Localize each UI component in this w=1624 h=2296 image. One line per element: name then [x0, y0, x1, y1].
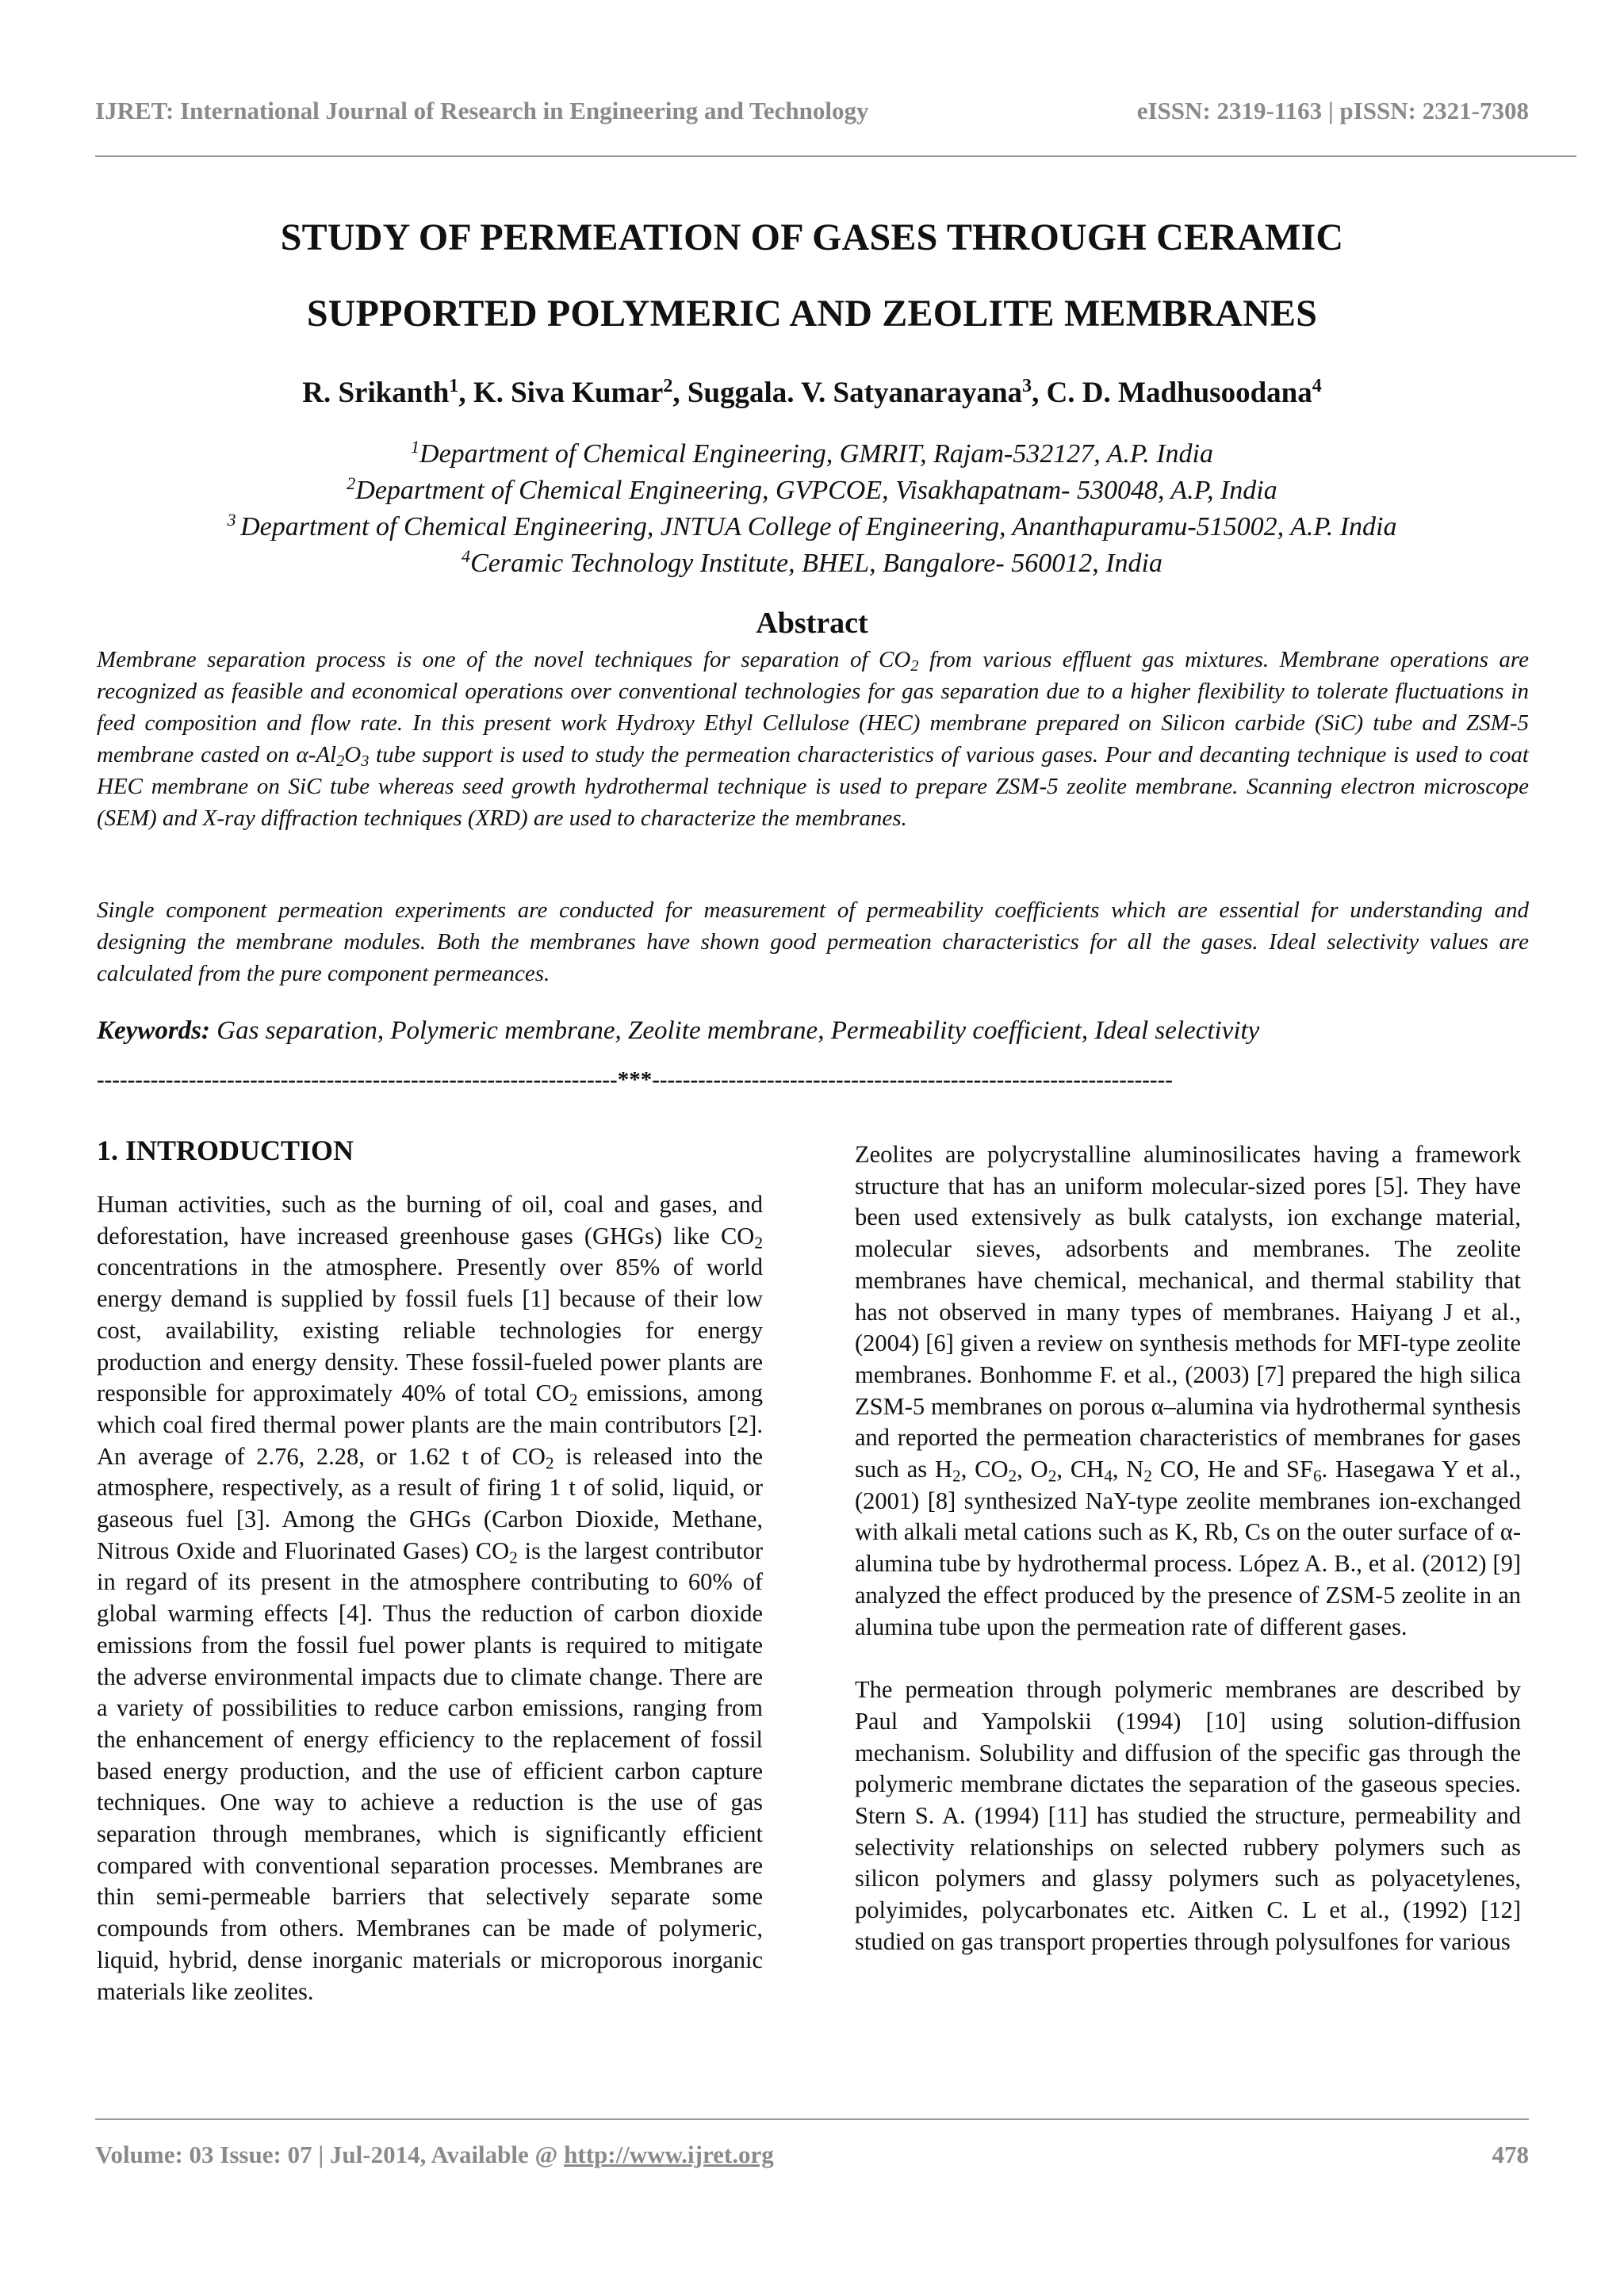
- affiliation: $^1$Department of Chemical Engineering, GMRIT, Rajam-532127, A.P. India: [410, 436, 1214, 469]
- abstract-paragraph-1: Membrane separation process is one of the novel techniques for separation of $CO_2$ from various effluent gas mixtures. Membrane operations are recognized as feasible and economical operations over conventional technologies for gas separation due to a higher flexibility to tolerate fluctuations in feed composition and flow rate. In this present work Hydroxy Ethyl Cellulose (HEC) membrane prepared on Silicon carbide (SiC) tube and ZSM-5 membrane casted on $\alpha-Al_2O_3$ tube support is used to study the permeation characteristics of various gases. Pour and decanting technique is used to coat HEC membrane on SiC tube whereas seed growth hydrothermal technique is used to prepare ZSM-5 zeolite membrane. Scanning electron microscope (SEM) and X-ray diffraction techniques (XRD) are used to characterize the membranes.: [97, 647, 1530, 831]
- affiliation: $^3$ Department of Chemical Engineering, JNTUA College of Engineering, Ananthapuramu-515002, A.P. India: [227, 509, 1397, 541]
- volume-info: Volume: 03 Issue: 07 | Jul-2014, Available @ http://www.ijret.org: [95, 2141, 774, 2168]
- author-list: [95, 376, 1529, 410]
- keywords-text: Gas separation, Polymeric membrane, Zeolite membrane, Permeability coefficient, Ideal selectivity: [210, 1016, 1260, 1045]
- page-number: 478: [1492, 2141, 1529, 2168]
- keywords: [97, 1016, 1529, 1046]
- keywords-label: Keywords:: [97, 1016, 210, 1045]
- paragraph: Zeolites are polycrystalline aluminosilicates having a framework structure that has an uniform molecular-sized pores [5]. They have been used extensively as bulk catalysts, ion exchange material, molecular sieves, adsorbents and membranes. The zeolite membranes have chemical, mechanical, and thermal stability that has not observed in many types of membranes. Haiyang J et al., (2004) [6] given a review on synthesis methods for MFI-type zeolite membranes. Bonhomme F. et al., (2003) [7] prepared the high silica ZSM-5 membranes on porous α–alumina via hydrothermal synthesis and reported the permeation characteristics of membranes for gases such as $H_2$, $CO_2$, $O_2$, $CH_4$, $N_2$ CO, He and $SF_6$. Hasegawa Y et al., (2001) [8] synthesized NaY-type zeolite membranes ion-exchanged with alkali metal cations such as K, Rb, Cs on the outer surface of α-alumina tube by hydrothermal process. López A. B., et al. (2012) [9] analyzed the effect produced by the presence of ZSM-5 zeolite in an alumina tube upon the permeation rate of different gases.: [855, 1141, 1522, 1640]
- journal-link[interactable]: http://www.ijret.org: [564, 2141, 774, 2168]
- journal-name: IJRET: International Journal of Research in Engineering and Technology: [95, 97, 869, 124]
- author: R. Srikanth$^1$,: [302, 375, 473, 409]
- affiliation: $^4$Ceramic Technology Institute, BHEL, Bangalore- 560012, India: [462, 545, 1162, 578]
- author: Suggala. V. Satyanarayana$^3$,: [687, 375, 1047, 409]
- abstract-paragraph-2: Single component permeation experiments are conducted for measurement of permeability coefficients which are essential for understanding and designing the membrane modules. Both the membranes have shown good permeation characteristics for all the gases. Ideal selectivity values are calculated from the pure component permeances.: [97, 897, 1529, 986]
- abstract-heading: Abstract: [756, 607, 868, 640]
- author: C. D. Madhusoodana$^4$: [1046, 375, 1322, 409]
- author: K. Siva Kumar$^2$,: [473, 375, 688, 409]
- right-column: [855, 1139, 1521, 1958]
- affiliations: [95, 436, 1529, 582]
- footer-rule: [95, 2118, 1529, 2120]
- paper-title: [95, 200, 1529, 352]
- left-column: [97, 1189, 763, 2007]
- affiliation: $^2$Department of Chemical Engineering, GVPCOE, Visakhapatnam- 530048, A.P, India: [347, 473, 1277, 505]
- running-header: [95, 97, 1529, 128]
- header-rule: [95, 155, 1576, 157]
- paragraph: The permeation through polymeric membranes are described by Paul and Yampolskii (1994) [10] using solution-diffusion mechanism. Solubility and diffusion of the specific gas through the polymeric membrane dictates the separation of the gaseous species. Stern S. A. (1994) [11] has studied the structure, permeability and selectivity relationships on selected rubbery polymers such as silicon polymers and glassy polymers such as polyacetylenes, polyimides, polycarbonates etc. Aitken C. L et al., (1992) [12] studied on gas transport properties through polysulfones for various: [855, 1676, 1521, 1955]
- section-separator: --------------------------------------------------------------------***--------------------------------------------------------------------: [97, 1067, 1173, 1093]
- section-heading: 1. INTRODUCTION: [97, 1135, 354, 1166]
- issn: eISSN: 2319-1163 | pISSN: 2321-7308: [1136, 97, 1529, 124]
- title-line-2: SUPPORTED POLYMERIC AND ZEOLITE MEMBRANES: [306, 293, 1318, 335]
- paragraph: Human activities, such as the burning of oil, coal and gases, and deforestation, have increased greenhouse gases (GHGs) like $CO_2$ concentrations in the atmosphere. Presently over 85% of world energy demand is supplied by fossil fuels [1] because of their low cost, availability, existing reliable technologies for energy production and energy density. These fossil-fueled power plants are responsible for approximately 40% of total $CO_2$ emissions, among which coal fired thermal power plants are the main contributors [2]. An average of 2.76, 2.28, or 1.62 t of $CO_2$ is released into the atmosphere, respectively, as a result of firing 1 t of solid, liquid, or gaseous fuel [3]. Among the GHGs (Carbon Dioxide, Methane, Nitrous Oxide and Fluorinated Gases) $CO_2$ is the largest contributor in regard of its present in the atmosphere contributing to 60% of global warming effects [4]. Thus the reduction of carbon dioxide emissions from the fossil fuel power plants is required to mitigate the adverse environmental impacts due to climate change. There are a variety of possibilities to reduce carbon emissions, ranging from the enhancement of energy efficiency to the replacement of fossil based energy production, and the use of efficient carbon capture techniques. One way to achieve a reduction is the use of gas separation through membranes, which is significantly efficient compared with conventional separation processes. Membranes are thin semi-permeable barriers that selectively separate some compounds from others. Membranes can be made of polymeric, liquid, hybrid, dense inorganic materials or microporous inorganic materials like zeolites.: [97, 1191, 764, 2005]
- title-line-1: STUDY OF PERMEATION OF GASES THROUGH CERAMIC: [280, 216, 1344, 258]
